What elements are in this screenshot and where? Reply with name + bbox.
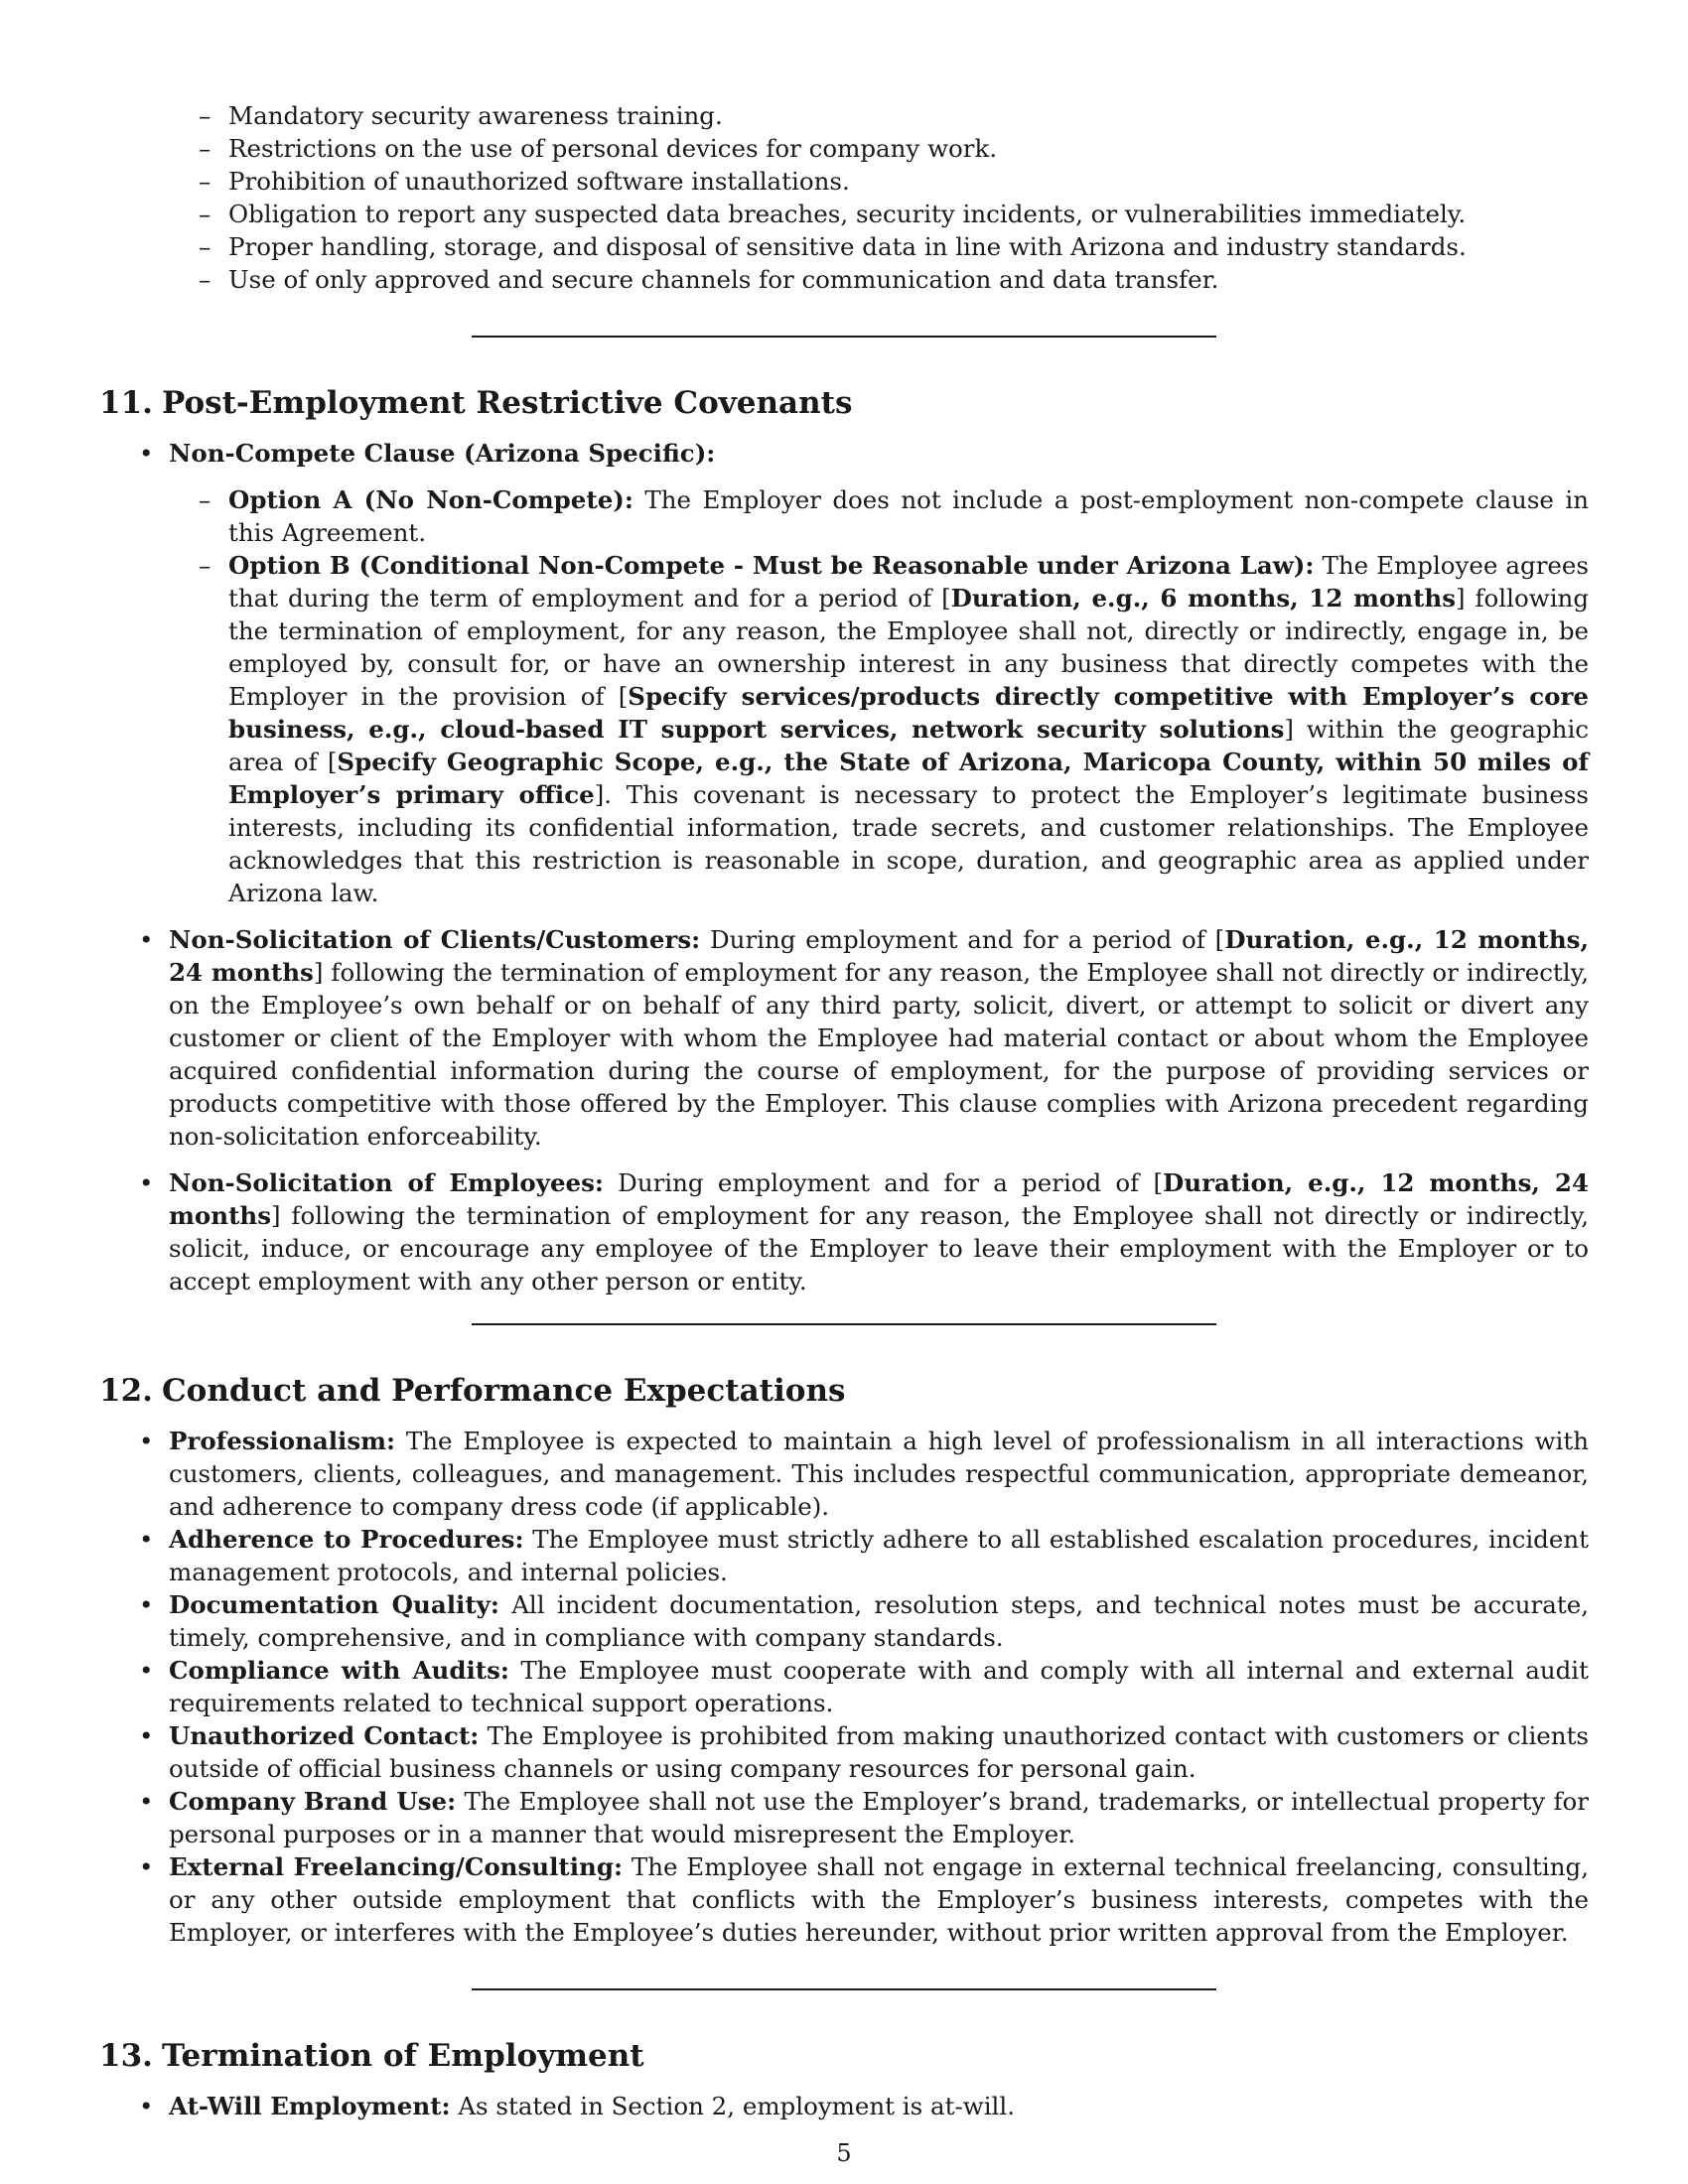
bullet-marker: • <box>139 2092 154 2120</box>
item-label: Compliance with Audits: <box>169 1656 509 1685</box>
bullet-marker: • <box>139 1852 154 1881</box>
option-label: Option B (Conditional Non-Compete - Must be Reasonable under Arizona Law): <box>228 551 1315 580</box>
list-item: – Proper handling, storage, and disposal of sensitive data in line with Arizona and industry standards. <box>199 232 1467 261</box>
section-title: Termination of Employment <box>162 2038 644 2074</box>
placeholder-duration: Duration, e.g., 6 months, 12 months <box>950 584 1457 613</box>
dash-marker: – <box>199 232 211 261</box>
list-item: • Documentation Quality: All incident documentation, resolution steps, and technical notes must be accurate, timely, comprehensive, and in compliance with company standards. <box>139 1590 1589 1652</box>
option-label: Option A (No Non-Compete): <box>228 485 633 514</box>
list-item: – Mandatory security awareness training. <box>199 101 723 130</box>
bullet-marker: • <box>139 1168 154 1197</box>
list-item: – Restrictions on the use of personal devices for company work. <box>199 134 998 163</box>
noncompete-options-list <box>169 483 1589 909</box>
option-a-item: – Option A (No Non-Compete): The Employer does not include a post-employment non-compete clause in this Agreement. <box>199 485 1589 547</box>
security-requirements-list <box>99 99 1589 296</box>
item-label: Professionalism: <box>169 1427 396 1455</box>
dash-marker: – <box>199 265 211 294</box>
placeholder-duration: Duration, e.g., 12 months, 24 months <box>169 925 1589 987</box>
bullet-marker: • <box>139 439 154 468</box>
section-number: 12. <box>99 1373 153 1409</box>
list-item: – Use of only approved and secure channels for communication and data transfer. <box>199 265 1219 294</box>
section-title: Conduct and Performance Expectations <box>162 1373 846 1409</box>
list-item-noncompete <box>99 437 1589 909</box>
section-heading-12 <box>99 1371 1589 1411</box>
placeholder-geography: Specify Geographic Scope, e.g., the State of Arizona, Maricopa County, within 50 miles of Employer’s primary office <box>228 748 1589 809</box>
bullet-marker: • <box>139 925 154 954</box>
section-number: 13. <box>99 2038 153 2074</box>
bullet-marker: • <box>139 1525 154 1554</box>
section-12-list <box>99 1425 1589 1949</box>
bullet-marker: • <box>139 1427 154 1455</box>
page-content <box>99 99 1589 2122</box>
dash-marker: – <box>199 167 211 196</box>
page-number: 5 <box>836 2139 852 2167</box>
section-number: 11. <box>99 385 153 421</box>
list-item: • Professionalism: The Employee is expected to maintain a high level of professionalism in all interactions with customers, clients, colleagues, and management. This includes respectful communication, appropriate demeanor, and adherence to company dress code (if applicable). <box>139 1427 1589 1521</box>
bullet-marker: • <box>139 1656 154 1685</box>
dash-marker: – <box>199 101 211 130</box>
placeholder-duration: Duration, e.g., 12 months, 24 months <box>169 1168 1589 1230</box>
section-11-list <box>99 437 1589 1297</box>
section-title: Post-Employment Restrictive Covenants <box>162 385 853 421</box>
placeholder-services: Specify services/products directly competitive with Employer’s core business, e.g., cloud-based IT support services, network security solutions <box>228 682 1589 744</box>
list-item-nonsolicit-employees: • Non-Solicitation of Employees: During employment and for a period of [Duration, e.g., 12 months, 24 months] following the termination of employment for any reason, the Employee shall not directly or indirectly, solicit, induce, or encourage any employee of the Employer to leave their employment with the Employer or to accept employment with any other person or entity. <box>139 1168 1589 1296</box>
bullet-marker: • <box>139 1787 154 1816</box>
section-heading-11 <box>99 383 1589 423</box>
list-item: – Obligation to report any suspected data breaches, security incidents, or vulnerabilities immediately. <box>199 200 1467 228</box>
item-label: Non-Compete Clause (Arizona Specific): <box>169 439 716 468</box>
dash-marker: – <box>199 485 211 514</box>
item-label: Unauthorized Contact: <box>169 1721 480 1750</box>
section-divider <box>472 1988 1216 1990</box>
item-label: Adherence to Procedures: <box>169 1525 524 1554</box>
list-item: • Unauthorized Contact: The Employee is prohibited from making unauthorized contact with customers or clients outside of official business channels or using company resources for personal gain. <box>139 1721 1589 1783</box>
item-label: At-Will Employment: <box>169 2092 451 2120</box>
dash-marker: – <box>199 551 211 580</box>
list-item: • At-Will Employment: As stated in Section 2, employment is at-will. <box>139 2092 1015 2120</box>
section-13-list <box>99 2090 1589 2122</box>
section-heading-13 <box>99 2036 1589 2076</box>
item-label: Company Brand Use: <box>169 1787 457 1816</box>
section-divider <box>472 336 1216 338</box>
option-b-item: – Option B (Conditional Non-Compete - Must be Reasonable under Arizona Law): The Employee agrees that during the term of employment and for a period of [Duration, e.g., 6 months, 12 months] following the termination of employment, for any reason, the Employee shall not, directly or indirectly, engage in, be employed by, consult for, or have an ownership interest in any business that directly competes with the Employer in the provision of [Specify services/products directly competitive with Employer’s core business, e.g., cloud-based IT support services, network security solutions] within the geographic area of [Specify Geographic Scope, e.g., the State of Arizona, Maricopa County, within 50 miles of Employer’s primary office]. This covenant is necessary to protect the Employer’s legitimate business interests, including its confidential information, trade secrets, and customer relationships. The Employee acknowledges that this restriction is reasonable in scope, duration, and geographic area as applied under Arizona law. <box>199 551 1590 907</box>
dash-marker: – <box>199 200 211 228</box>
item-label: Non-Solicitation of Clients/Customers: <box>169 925 701 954</box>
bullet-marker: • <box>139 1721 154 1750</box>
item-label: Documentation Quality: <box>169 1590 499 1619</box>
list-item-nonsolicit-clients: • Non-Solicitation of Clients/Customers: During employment and for a period of [Duration, e.g., 12 months, 24 months] following the termination of employment for any reason, the Employee shall not directly or indirectly, on the Employee’s own behalf or on behalf of any third party, solicit, divert, or attempt to solicit or divert any customer or client of the Employer with whom the Employee had material contact or about whom the Employee acquired confidential information during the course of employment, for the purpose of providing services or products competitive with those offered by the Employer. This clause complies with Arizona precedent regarding non-solicitation enforceability. <box>139 925 1589 1151</box>
list-item: • Adherence to Procedures: The Employee must strictly adhere to all established escalation procedures, incident management protocols, and internal policies. <box>139 1525 1589 1586</box>
bullet-marker: • <box>139 1590 154 1619</box>
section-divider <box>472 1323 1216 1325</box>
list-item: – Prohibition of unauthorized software installations. <box>199 167 850 196</box>
item-label: Non-Solicitation of Employees: <box>169 1168 604 1197</box>
list-item: • External Freelancing/Consulting: The Employee shall not engage in external technical freelancing, consulting, or any other outside employment that conflicts with the Employer’s business interests, competes with the Employer, or interferes with the Employee’s duties hereunder, without prior written approval from the Employer. <box>139 1852 1589 1947</box>
item-label: External Freelancing/Consulting: <box>169 1852 624 1881</box>
list-item: • Company Brand Use: The Employee shall not use the Employer’s brand, trademarks, or intellectual property for personal purposes or in a manner that would misrepresent the Employer. <box>139 1787 1590 1848</box>
dash-marker: – <box>199 134 211 163</box>
list-item: • Compliance with Audits: The Employee must cooperate with and comply with all internal and external audit requirements related to technical support operations. <box>139 1656 1589 1717</box>
